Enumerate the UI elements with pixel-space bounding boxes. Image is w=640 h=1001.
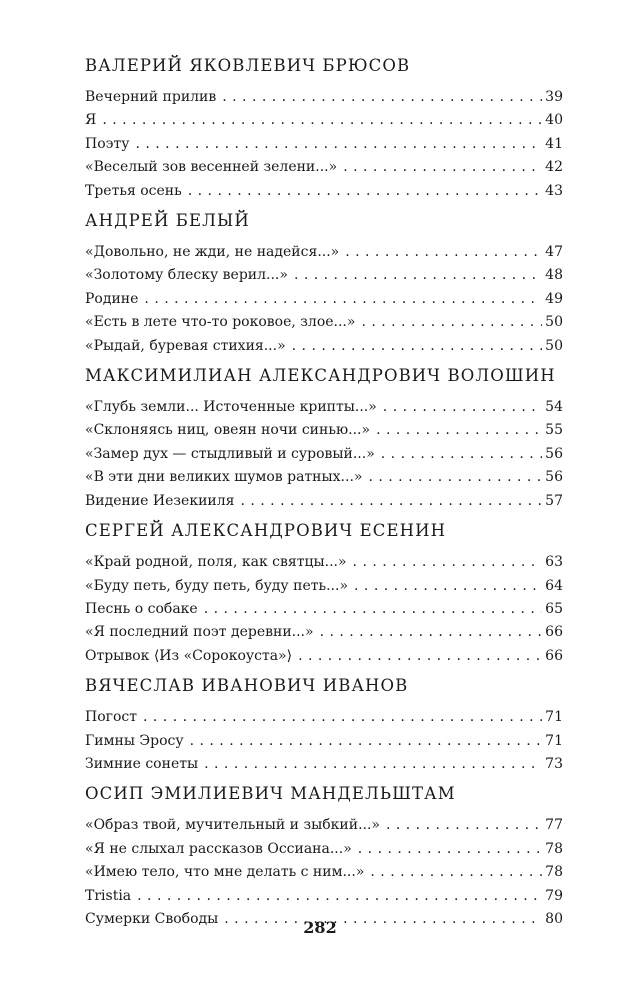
- toc-section: [85, 365, 563, 513]
- toc-entry: [85, 311, 563, 334]
- toc-section: [85, 675, 563, 776]
- entry-page-number: 50: [545, 314, 563, 331]
- dot-leader: [144, 288, 542, 311]
- entry-page-number: 80: [545, 910, 563, 927]
- entry-title: «В эти дни великих шумов ратных...»: [85, 469, 363, 486]
- entry-title: «Я последний поэт деревни...»: [85, 624, 314, 641]
- entry-title: Третья осень: [85, 182, 182, 199]
- dot-leader: [376, 419, 542, 442]
- dot-leader: [354, 575, 542, 598]
- entry-page-number: 49: [545, 290, 563, 307]
- entry-title: «Довольно, не жди, не надейся...»: [85, 244, 340, 261]
- entry-title: Отрывок ⟨Из «Сорокоуста»⟩: [85, 647, 293, 664]
- entry-title: Погост: [85, 709, 137, 726]
- dot-leader: [190, 730, 543, 753]
- author-heading: ОСИП ЭМИЛИЕВИЧ МАНДЕЛЬШТАМ: [85, 784, 456, 804]
- entry-page-number: 56: [545, 445, 563, 462]
- entry-title: «Есть в лете что-то роковое, злое...»: [85, 314, 356, 331]
- author-heading: ВАЛЕРИЙ ЯКОВЛЕВИЧ БРЮСОВ: [85, 56, 411, 75]
- entry-title: Зимние сонеты: [85, 755, 199, 772]
- entry-page-number: 57: [545, 492, 563, 509]
- toc-entry: [85, 86, 563, 109]
- page-number: 282: [303, 918, 337, 937]
- entry-title: «Имею тело, что мне делать с ним...»: [85, 864, 365, 881]
- entry-page-number: 41: [545, 135, 563, 152]
- toc-entry: [85, 730, 563, 753]
- toc-entry: [85, 156, 563, 179]
- entry-page-number: 65: [545, 600, 563, 617]
- dot-leader: [383, 396, 542, 419]
- entry-title: «Замер дух — стыдливый и суровый...»: [85, 445, 375, 462]
- entry-page-number: 42: [545, 159, 563, 176]
- entry-title: Видение Иезекииля: [85, 492, 235, 509]
- toc-entry: [85, 419, 563, 442]
- entry-page-number: 64: [545, 577, 563, 594]
- toc-entry: [85, 861, 563, 884]
- author-heading: СЕРГЕЙ АЛЕКСАНДРОВИЧ ЕСЕНИН: [85, 521, 447, 541]
- author-heading: АНДРЕЙ БЕЛЫЙ: [85, 211, 250, 231]
- dot-leader: [358, 838, 542, 861]
- toc-entry: [85, 443, 563, 466]
- toc-entry: [85, 645, 563, 668]
- entry-page-number: 50: [545, 337, 563, 354]
- toc-entry: [85, 335, 563, 358]
- entry-title: «Рыдай, буревая стихия...»: [85, 337, 286, 354]
- entry-page-number: 39: [545, 89, 563, 105]
- entry-title: «Веселый зов весенней зелени...»: [85, 159, 338, 176]
- dot-leader: [222, 86, 542, 109]
- dot-leader: [294, 264, 542, 287]
- entry-page-number: 78: [545, 840, 563, 857]
- entry-title: Гимны Эросу: [85, 732, 184, 749]
- dot-leader: [368, 466, 542, 489]
- toc-entry: [85, 575, 563, 598]
- author-heading: ВЯЧЕСЛАВ ИВАНОВИЧ ИВАНОВ: [85, 676, 409, 696]
- dot-leader: [204, 753, 542, 776]
- entry-title: Родине: [85, 290, 139, 307]
- toc-entry: [85, 109, 563, 132]
- toc-entry: [85, 706, 563, 729]
- entry-title: «Склоняясь ниц, овеян ночи синью...»: [85, 422, 371, 439]
- entry-page-number: 56: [545, 469, 563, 486]
- entry-title: Я: [85, 112, 97, 129]
- toc-entry: [85, 133, 563, 156]
- dot-leader: [143, 706, 542, 729]
- toc-entry: [85, 598, 563, 621]
- dot-leader: [345, 241, 542, 264]
- dot-leader: [361, 311, 542, 334]
- dot-leader: [298, 645, 542, 668]
- toc-entry: [85, 466, 563, 489]
- toc-section: [85, 783, 563, 931]
- table-of-contents: [85, 55, 563, 938]
- entry-page-number: 47: [545, 244, 563, 261]
- toc-section: [85, 520, 563, 668]
- dot-leader: [353, 551, 543, 574]
- entry-title: «Край родной, поля, как святцы...»: [85, 554, 347, 571]
- toc-entry: [85, 288, 563, 311]
- entry-title: Песнь о собаке: [85, 600, 198, 617]
- toc-entry: [85, 621, 563, 644]
- toc-entry: [85, 814, 563, 837]
- dot-leader: [381, 443, 542, 466]
- entry-page-number: 77: [545, 817, 563, 834]
- dot-leader: [240, 490, 542, 513]
- entry-title: «Образ твой, мучительный и зыбкий...»: [85, 817, 380, 834]
- toc-entry: [85, 551, 563, 574]
- dot-leader: [386, 814, 542, 837]
- entry-page-number: 40: [545, 112, 563, 129]
- entry-page-number: 73: [545, 755, 563, 772]
- toc-entry: [85, 885, 563, 908]
- entry-title: Поэту: [85, 135, 130, 152]
- entry-page-number: 66: [545, 647, 563, 664]
- entry-title: Вечерний прилив: [85, 89, 217, 105]
- toc-entry: [85, 264, 563, 287]
- toc-entry: [85, 753, 563, 776]
- dot-leader: [102, 109, 542, 132]
- entry-page-number: 78: [545, 864, 563, 881]
- entry-page-number: 79: [545, 887, 563, 904]
- entry-page-number: 66: [545, 624, 563, 641]
- toc-entry: [85, 396, 563, 419]
- author-heading: МАКСИМИЛИАН АЛЕКСАНДРОВИЧ ВОЛОШИН: [85, 366, 556, 386]
- dot-leader: [135, 133, 542, 156]
- entry-title: «Глубь земли... Источенные крипты...»: [85, 399, 377, 416]
- toc-entry: [85, 838, 563, 861]
- toc-entry: [85, 241, 563, 264]
- dot-leader: [343, 156, 542, 179]
- entry-title: «Золотому блеску верил...»: [85, 267, 288, 284]
- toc-section: [85, 55, 563, 203]
- entry-page-number: 48: [545, 267, 563, 284]
- entry-page-number: 71: [545, 709, 563, 726]
- entry-title: «Буду петь, буду петь, буду петь...»: [85, 577, 349, 594]
- toc-section: [85, 210, 563, 358]
- entry-page-number: 54: [545, 399, 563, 416]
- entry-page-number: 55: [545, 422, 563, 439]
- toc-entry: [85, 180, 563, 203]
- dot-leader: [370, 861, 542, 884]
- entry-title: Сумерки Свободы: [85, 910, 219, 927]
- entry-title: «Я не слыхал рассказов Оссиана...»: [85, 840, 352, 857]
- entry-page-number: 43: [545, 182, 563, 199]
- toc-entry: [85, 490, 563, 513]
- dot-leader: [320, 621, 543, 644]
- entry-page-number: 71: [545, 732, 563, 749]
- dot-leader: [204, 598, 542, 621]
- dot-leader: [292, 335, 543, 358]
- dot-leader: [137, 885, 542, 908]
- entry-title: Tristia: [85, 887, 132, 904]
- dot-leader: [188, 180, 542, 203]
- entry-page-number: 63: [545, 554, 563, 571]
